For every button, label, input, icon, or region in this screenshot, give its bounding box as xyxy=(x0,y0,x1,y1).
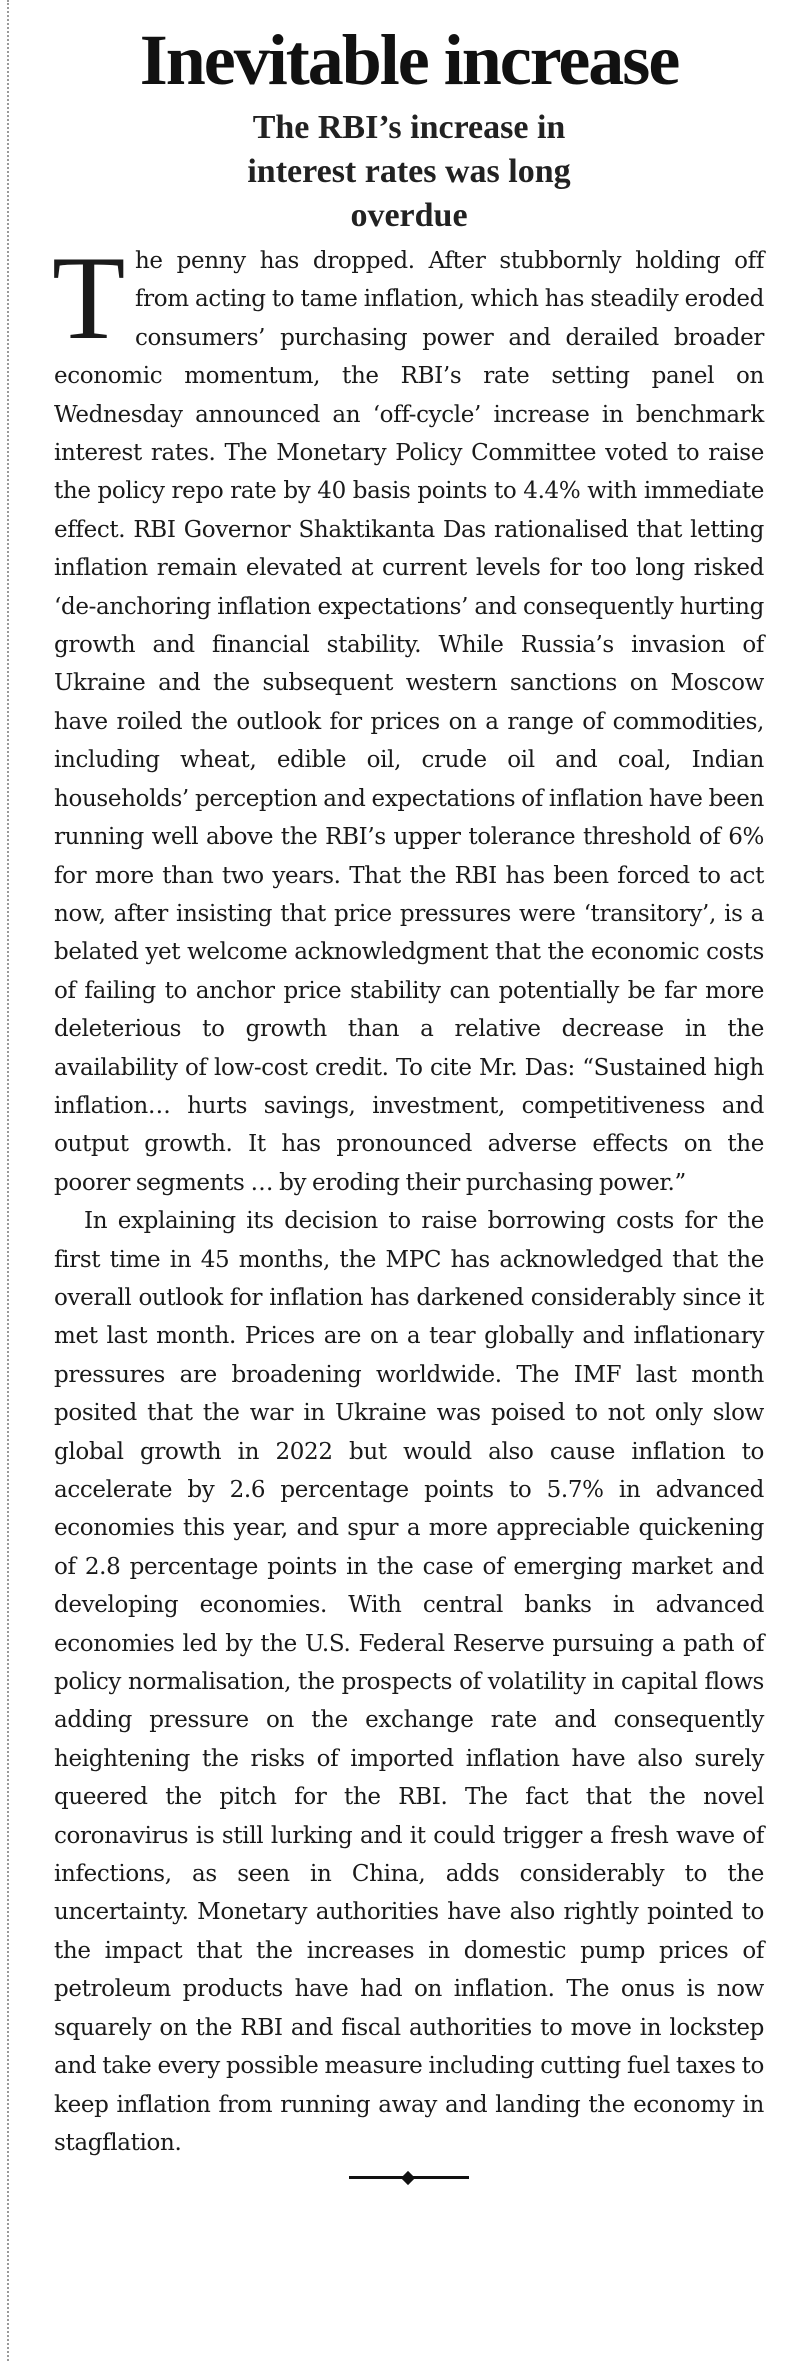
drop-cap: T xyxy=(52,231,125,364)
article-body xyxy=(52,231,764,2162)
subheadline: The RBI’s increase in interest rates was long overdue xyxy=(247,109,571,234)
paragraph-text: he penny has dropped. After stubbornly holding off from acting to tame inflation, which has steadily eroded consumers’ purchasing power and derailed broader economic momentum, the RBI’s rate setting panel on Wednesday announced an ‘off-cycle’ increase in benchmark interest rates. The Monetary Policy Committee voted to raise the policy repo rate by 40 basis points to 4.4% with immediate effect. RBI Governor Shaktikanta Das rationalised that letting inflation remain elevated at current levels for too long risked ‘de-anchoring inflation expectations’ and consequently hurting growth and financial stability. While Russia’s invasion of Ukraine and the subsequent western sanctions on Moscow have roiled the outlook for prices on a range of commodities, including wheat, edible oil, crude oil and coal, Indian households’ perception and expectations of inflation have been running well above the RBI’s upper tolerance threshold of 6% for more than two years. That the RBI has been forced to act now, after insisting that price pressures were ‘transitory’, is a belated yet welcome acknowledgment that the economic costs of failing to anchor price stability can potentially be far more deleterious to growth than a relative decrease in the availability of low-cost credit. To cite Mr. Das: “Sustained high inflation… hurts savings, investment, competitiveness and output growth. It has pronounced adverse effects on the poorer segments … by eroding their purchasing power.” xyxy=(54,248,764,1196)
headline: Inevitable increase xyxy=(139,20,679,100)
paragraph xyxy=(52,231,764,1202)
paragraph-text: In explaining its decision to raise borrowing costs for the first time in 45 months, the MPC has acknowledged that the overall outlook for inflation has darkened considerably since it met last month. Prices are on a tear globally and inflationary pressures are broadening worldwide. The IMF last month posited that the war in Ukraine was poised to not only slow global growth in 2022 but would also cause inflation to accelerate by 2.6 percentage points to 5.7% in advanced economies this year, and spur a more appreciable quickening of 2.8 percentage points in the case of emerging market and developing economies. With central banks in advanced economies led by the U.S. Federal Reserve pursuing a path of policy normalisation, the prospects of volatility in capital flows adding pressure on the exchange rate and consequently heightening the risks of imported inflation have also surely queered the pitch for the RBI. The fact that the novel coronavirus is still lurking and it could trigger a fresh wave of infections, as seen in China, adds considerably to the uncertainty. Monetary authorities have also rightly pointed to the impact that the increases in domestic pump prices of petroleum products have had on inflation. The onus is now squarely on the RBI and fiscal authorities to move in lockstep and take every possible measure including cutting fuel taxes to keep inflation from running away and landing the economy in stagflation. xyxy=(54,1208,764,2156)
column-divider xyxy=(7,0,9,2361)
editorial-article xyxy=(54,14,764,2179)
paragraph xyxy=(54,1202,764,2162)
end-of-article-ornament xyxy=(349,2176,469,2179)
